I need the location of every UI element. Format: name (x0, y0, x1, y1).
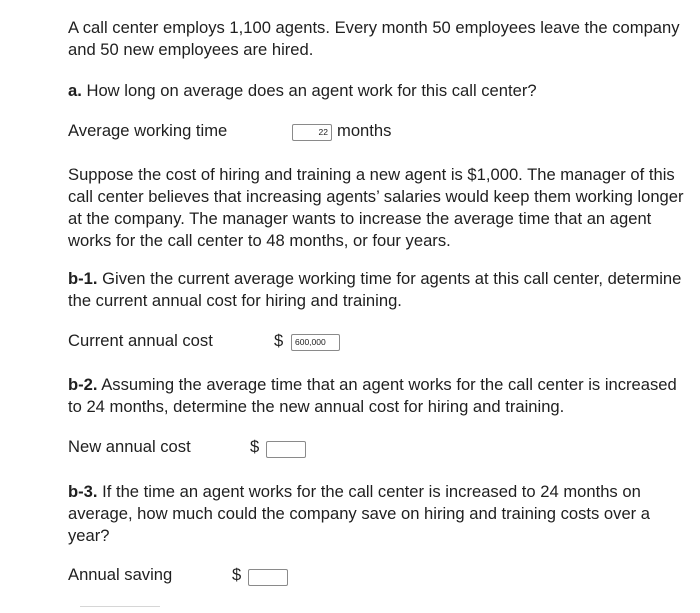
annual-saving-label: Annual saving (68, 565, 173, 584)
question-b1-text: Given the current average working time for agents at this call center, determine the current annual cost for hiring and training. (68, 269, 682, 310)
question-b1-label: b-1. (68, 269, 98, 288)
question-b2 (68, 374, 688, 418)
scenario-text: Suppose the cost of hiring and training a new agent is $1,000. The manager of this call center believes that increasing agents’ salaries would keep them working longer at the company. The manager wants to increase the average time that an agent works for the call center to 48 months, or four years. (68, 165, 684, 250)
annual-saving-input[interactable] (248, 569, 288, 586)
question-b3 (68, 481, 688, 547)
new-annual-cost-label: New annual cost (68, 437, 191, 456)
current-annual-cost-input[interactable]: 600,000 (291, 334, 340, 351)
question-a-label: a. (68, 81, 82, 100)
question-a (68, 80, 688, 102)
average-working-time-input[interactable]: 22 (292, 124, 332, 141)
question-b2-text: Assuming the average time that an agent works for the call center is increased to 24 months, determine the new annual cost for hiring and training. (68, 375, 677, 416)
months-unit: months (337, 121, 392, 140)
annual-saving-dollar-sign: $ (232, 565, 242, 584)
intro-text: A call center employs 1,100 agents. Every month 50 employees leave the company and 50 new employees are hired. (68, 18, 680, 59)
current-cost-dollar-sign: $ (274, 331, 284, 350)
question-b2-label: b-2. (68, 375, 98, 394)
question-a-text: How long on average does an agent work for this call center? (86, 81, 537, 100)
current-annual-cost-label: Current annual cost (68, 331, 213, 350)
question-b1 (68, 268, 688, 312)
question-b3-text: If the time an agent works for the call center is increased to 24 months on average, how much could the company save on hiring and training costs over a year? (68, 482, 651, 545)
question-b3-label: b-3. (68, 482, 98, 501)
new-cost-dollar-sign: $ (250, 437, 260, 456)
average-working-time-label: Average working time (68, 121, 228, 140)
new-annual-cost-input[interactable] (266, 441, 306, 458)
bottom-divider (80, 606, 160, 607)
